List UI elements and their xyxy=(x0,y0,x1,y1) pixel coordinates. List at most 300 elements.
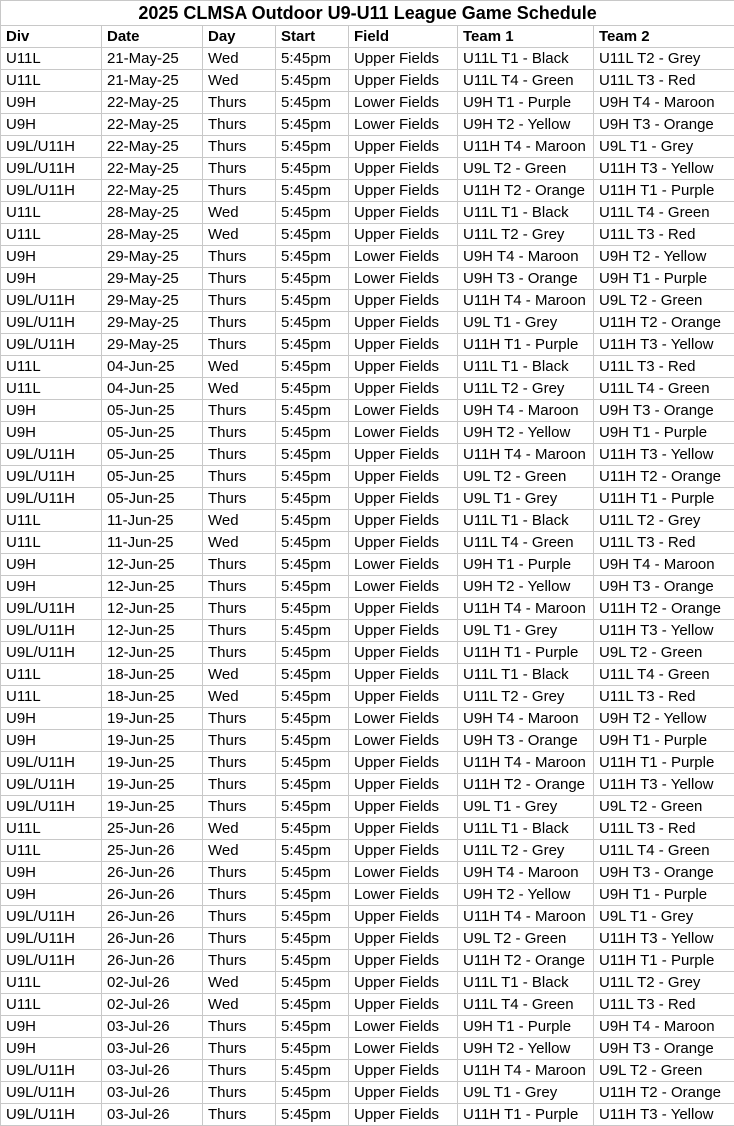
team1-cell[interactable]: U9H T3 - Orange xyxy=(458,730,594,752)
div-cell[interactable]: U9H xyxy=(1,400,102,422)
date-cell[interactable]: 28-May-25 xyxy=(102,224,203,246)
div-cell[interactable]: U9L/U11H xyxy=(1,488,102,510)
start-cell[interactable]: 5:45pm xyxy=(276,686,349,708)
div-cell[interactable]: U9H xyxy=(1,554,102,576)
field-cell[interactable]: Upper Fields xyxy=(349,752,458,774)
day-cell[interactable]: Thurs xyxy=(203,752,276,774)
start-cell[interactable]: 5:45pm xyxy=(276,1016,349,1038)
div-cell[interactable]: U11L xyxy=(1,356,102,378)
div-cell[interactable]: U9H xyxy=(1,862,102,884)
team2-cell[interactable]: U9H T1 - Purple xyxy=(594,422,734,444)
date-cell[interactable]: 22-May-25 xyxy=(102,158,203,180)
date-cell[interactable]: 03-Jul-26 xyxy=(102,1060,203,1082)
date-cell[interactable]: 03-Jul-26 xyxy=(102,1038,203,1060)
field-cell[interactable]: Upper Fields xyxy=(349,1104,458,1126)
field-cell[interactable]: Lower Fields xyxy=(349,862,458,884)
team2-cell[interactable]: U9H T4 - Maroon xyxy=(594,554,734,576)
team1-cell[interactable]: U11L T1 - Black xyxy=(458,48,594,70)
day-cell[interactable]: Thurs xyxy=(203,136,276,158)
start-cell[interactable]: 5:45pm xyxy=(276,488,349,510)
field-cell[interactable]: Upper Fields xyxy=(349,598,458,620)
div-cell[interactable]: U9L/U11H xyxy=(1,906,102,928)
header-cell-date[interactable]: Date xyxy=(102,26,203,48)
day-cell[interactable]: Thurs xyxy=(203,422,276,444)
div-cell[interactable]: U9H xyxy=(1,708,102,730)
team1-cell[interactable]: U9H T1 - Purple xyxy=(458,1016,594,1038)
team1-cell[interactable]: U9L T1 - Grey xyxy=(458,488,594,510)
day-cell[interactable]: Thurs xyxy=(203,114,276,136)
team2-cell[interactable]: U11L T4 - Green xyxy=(594,378,734,400)
field-cell[interactable]: Upper Fields xyxy=(349,1082,458,1104)
field-cell[interactable]: Upper Fields xyxy=(349,136,458,158)
field-cell[interactable]: Upper Fields xyxy=(349,70,458,92)
start-cell[interactable]: 5:45pm xyxy=(276,1060,349,1082)
date-cell[interactable]: 29-May-25 xyxy=(102,334,203,356)
div-cell[interactable]: U9H xyxy=(1,422,102,444)
team2-cell[interactable]: U11L T3 - Red xyxy=(594,224,734,246)
date-cell[interactable]: 19-Jun-25 xyxy=(102,752,203,774)
day-cell[interactable]: Thurs xyxy=(203,290,276,312)
header-cell-div[interactable]: Div xyxy=(1,26,102,48)
team2-cell[interactable]: U11H T1 - Purple xyxy=(594,180,734,202)
start-cell[interactable]: 5:45pm xyxy=(276,422,349,444)
start-cell[interactable]: 5:45pm xyxy=(276,598,349,620)
team2-cell[interactable]: U11H T1 - Purple xyxy=(594,488,734,510)
team2-cell[interactable]: U11H T3 - Yellow xyxy=(594,444,734,466)
day-cell[interactable]: Wed xyxy=(203,664,276,686)
header-cell-day[interactable]: Day xyxy=(203,26,276,48)
field-cell[interactable]: Upper Fields xyxy=(349,972,458,994)
date-cell[interactable]: 29-May-25 xyxy=(102,246,203,268)
day-cell[interactable]: Thurs xyxy=(203,1016,276,1038)
header-cell-team1[interactable]: Team 1 xyxy=(458,26,594,48)
team1-cell[interactable]: U9L T1 - Grey xyxy=(458,312,594,334)
div-cell[interactable]: U9L/U11H xyxy=(1,444,102,466)
day-cell[interactable]: Thurs xyxy=(203,1038,276,1060)
day-cell[interactable]: Thurs xyxy=(203,796,276,818)
div-cell[interactable]: U11L xyxy=(1,510,102,532)
start-cell[interactable]: 5:45pm xyxy=(276,466,349,488)
start-cell[interactable]: 5:45pm xyxy=(276,884,349,906)
div-cell[interactable]: U11L xyxy=(1,840,102,862)
team1-cell[interactable]: U9H T2 - Yellow xyxy=(458,114,594,136)
start-cell[interactable]: 5:45pm xyxy=(276,796,349,818)
div-cell[interactable]: U11L xyxy=(1,48,102,70)
field-cell[interactable]: Lower Fields xyxy=(349,92,458,114)
div-cell[interactable]: U11L xyxy=(1,818,102,840)
date-cell[interactable]: 19-Jun-25 xyxy=(102,796,203,818)
div-cell[interactable]: U11L xyxy=(1,224,102,246)
start-cell[interactable]: 5:45pm xyxy=(276,708,349,730)
team2-cell[interactable]: U9H T2 - Yellow xyxy=(594,708,734,730)
team1-cell[interactable]: U9H T2 - Yellow xyxy=(458,422,594,444)
start-cell[interactable]: 5:45pm xyxy=(276,400,349,422)
date-cell[interactable]: 11-Jun-25 xyxy=(102,532,203,554)
day-cell[interactable]: Wed xyxy=(203,356,276,378)
start-cell[interactable]: 5:45pm xyxy=(276,620,349,642)
day-cell[interactable]: Thurs xyxy=(203,620,276,642)
div-cell[interactable]: U9L/U11H xyxy=(1,334,102,356)
field-cell[interactable]: Upper Fields xyxy=(349,224,458,246)
start-cell[interactable]: 5:45pm xyxy=(276,246,349,268)
start-cell[interactable]: 5:45pm xyxy=(276,510,349,532)
team2-cell[interactable]: U11L T4 - Green xyxy=(594,202,734,224)
field-cell[interactable]: Lower Fields xyxy=(349,730,458,752)
date-cell[interactable]: 03-Jul-26 xyxy=(102,1082,203,1104)
date-cell[interactable]: 02-Jul-26 xyxy=(102,994,203,1016)
team1-cell[interactable]: U9H T1 - Purple xyxy=(458,554,594,576)
day-cell[interactable]: Wed xyxy=(203,48,276,70)
team2-cell[interactable]: U11L T2 - Grey xyxy=(594,510,734,532)
team2-cell[interactable]: U11H T2 - Orange xyxy=(594,466,734,488)
day-cell[interactable]: Thurs xyxy=(203,1060,276,1082)
div-cell[interactable]: U9L/U11H xyxy=(1,466,102,488)
day-cell[interactable]: Thurs xyxy=(203,774,276,796)
team2-cell[interactable]: U11L T3 - Red xyxy=(594,686,734,708)
day-cell[interactable]: Thurs xyxy=(203,598,276,620)
start-cell[interactable]: 5:45pm xyxy=(276,334,349,356)
div-cell[interactable]: U9H xyxy=(1,730,102,752)
day-cell[interactable]: Thurs xyxy=(203,906,276,928)
date-cell[interactable]: 05-Jun-25 xyxy=(102,488,203,510)
start-cell[interactable]: 5:45pm xyxy=(276,774,349,796)
field-cell[interactable]: Lower Fields xyxy=(349,554,458,576)
team1-cell[interactable]: U11H T2 - Orange xyxy=(458,180,594,202)
field-cell[interactable]: Upper Fields xyxy=(349,202,458,224)
start-cell[interactable]: 5:45pm xyxy=(276,664,349,686)
div-cell[interactable]: U9H xyxy=(1,114,102,136)
team2-cell[interactable]: U11L T4 - Green xyxy=(594,664,734,686)
team1-cell[interactable]: U11H T1 - Purple xyxy=(458,334,594,356)
field-cell[interactable]: Lower Fields xyxy=(349,400,458,422)
team1-cell[interactable]: U11L T1 - Black xyxy=(458,510,594,532)
day-cell[interactable]: Thurs xyxy=(203,158,276,180)
date-cell[interactable]: 04-Jun-25 xyxy=(102,356,203,378)
date-cell[interactable]: 28-May-25 xyxy=(102,202,203,224)
day-cell[interactable]: Wed xyxy=(203,70,276,92)
day-cell[interactable]: Thurs xyxy=(203,708,276,730)
day-cell[interactable]: Thurs xyxy=(203,950,276,972)
date-cell[interactable]: 21-May-25 xyxy=(102,70,203,92)
day-cell[interactable]: Thurs xyxy=(203,1104,276,1126)
team2-cell[interactable]: U11L T3 - Red xyxy=(594,356,734,378)
field-cell[interactable]: Upper Fields xyxy=(349,356,458,378)
day-cell[interactable]: Thurs xyxy=(203,1082,276,1104)
div-cell[interactable]: U9L/U11H xyxy=(1,136,102,158)
day-cell[interactable]: Wed xyxy=(203,532,276,554)
field-cell[interactable]: Upper Fields xyxy=(349,818,458,840)
team2-cell[interactable]: U11L T2 - Grey xyxy=(594,972,734,994)
date-cell[interactable]: 11-Jun-25 xyxy=(102,510,203,532)
date-cell[interactable]: 05-Jun-25 xyxy=(102,444,203,466)
team2-cell[interactable]: U11L T4 - Green xyxy=(594,840,734,862)
date-cell[interactable]: 26-Jun-26 xyxy=(102,862,203,884)
day-cell[interactable]: Thurs xyxy=(203,444,276,466)
start-cell[interactable]: 5:45pm xyxy=(276,114,349,136)
day-cell[interactable]: Wed xyxy=(203,224,276,246)
team2-cell[interactable]: U11H T3 - Yellow xyxy=(594,334,734,356)
team2-cell[interactable]: U11H T2 - Orange xyxy=(594,598,734,620)
team2-cell[interactable]: U11L T3 - Red xyxy=(594,818,734,840)
day-cell[interactable]: Wed xyxy=(203,202,276,224)
header-cell-team2[interactable]: Team 2 xyxy=(594,26,734,48)
date-cell[interactable]: 04-Jun-25 xyxy=(102,378,203,400)
day-cell[interactable]: Thurs xyxy=(203,268,276,290)
team1-cell[interactable]: U11H T2 - Orange xyxy=(458,950,594,972)
team2-cell[interactable]: U9L T2 - Green xyxy=(594,1060,734,1082)
field-cell[interactable]: Lower Fields xyxy=(349,246,458,268)
team2-cell[interactable]: U9L T2 - Green xyxy=(594,642,734,664)
team1-cell[interactable]: U11L T2 - Grey xyxy=(458,686,594,708)
team2-cell[interactable]: U11H T3 - Yellow xyxy=(594,928,734,950)
div-cell[interactable]: U9H xyxy=(1,92,102,114)
field-cell[interactable]: Upper Fields xyxy=(349,312,458,334)
div-cell[interactable]: U9L/U11H xyxy=(1,158,102,180)
field-cell[interactable]: Lower Fields xyxy=(349,1016,458,1038)
div-cell[interactable]: U9L/U11H xyxy=(1,1060,102,1082)
day-cell[interactable]: Wed xyxy=(203,818,276,840)
date-cell[interactable]: 29-May-25 xyxy=(102,268,203,290)
team1-cell[interactable]: U11H T4 - Maroon xyxy=(458,752,594,774)
date-cell[interactable]: 19-Jun-25 xyxy=(102,708,203,730)
div-cell[interactable]: U9L/U11H xyxy=(1,774,102,796)
start-cell[interactable]: 5:45pm xyxy=(276,554,349,576)
start-cell[interactable]: 5:45pm xyxy=(276,224,349,246)
field-cell[interactable]: Upper Fields xyxy=(349,774,458,796)
date-cell[interactable]: 18-Jun-25 xyxy=(102,686,203,708)
date-cell[interactable]: 26-Jun-26 xyxy=(102,928,203,950)
div-cell[interactable]: U9H xyxy=(1,1038,102,1060)
team1-cell[interactable]: U11L T4 - Green xyxy=(458,532,594,554)
team1-cell[interactable]: U11L T2 - Grey xyxy=(458,224,594,246)
team2-cell[interactable]: U11H T2 - Orange xyxy=(594,312,734,334)
start-cell[interactable]: 5:45pm xyxy=(276,1082,349,1104)
day-cell[interactable]: Wed xyxy=(203,840,276,862)
div-cell[interactable]: U11L xyxy=(1,664,102,686)
start-cell[interactable]: 5:45pm xyxy=(276,1038,349,1060)
field-cell[interactable]: Upper Fields xyxy=(349,180,458,202)
start-cell[interactable]: 5:45pm xyxy=(276,840,349,862)
field-cell[interactable]: Lower Fields xyxy=(349,1038,458,1060)
team1-cell[interactable]: U9L T1 - Grey xyxy=(458,796,594,818)
field-cell[interactable]: Upper Fields xyxy=(349,686,458,708)
team2-cell[interactable]: U9H T3 - Orange xyxy=(594,114,734,136)
date-cell[interactable]: 12-Jun-25 xyxy=(102,598,203,620)
team2-cell[interactable]: U11L T3 - Red xyxy=(594,532,734,554)
div-cell[interactable]: U9L/U11H xyxy=(1,1104,102,1126)
team2-cell[interactable]: U9L T2 - Green xyxy=(594,290,734,312)
field-cell[interactable]: Lower Fields xyxy=(349,576,458,598)
field-cell[interactable]: Lower Fields xyxy=(349,114,458,136)
team2-cell[interactable]: U9H T1 - Purple xyxy=(594,884,734,906)
team2-cell[interactable]: U9H T1 - Purple xyxy=(594,268,734,290)
start-cell[interactable]: 5:45pm xyxy=(276,818,349,840)
field-cell[interactable]: Lower Fields xyxy=(349,708,458,730)
date-cell[interactable]: 22-May-25 xyxy=(102,114,203,136)
team1-cell[interactable]: U11L T1 - Black xyxy=(458,202,594,224)
div-cell[interactable]: U9L/U11H xyxy=(1,1082,102,1104)
start-cell[interactable]: 5:45pm xyxy=(276,994,349,1016)
date-cell[interactable]: 22-May-25 xyxy=(102,136,203,158)
day-cell[interactable]: Wed xyxy=(203,510,276,532)
div-cell[interactable]: U9L/U11H xyxy=(1,950,102,972)
field-cell[interactable]: Upper Fields xyxy=(349,510,458,532)
day-cell[interactable]: Thurs xyxy=(203,246,276,268)
team1-cell[interactable]: U9H T4 - Maroon xyxy=(458,246,594,268)
team1-cell[interactable]: U11H T2 - Orange xyxy=(458,774,594,796)
div-cell[interactable]: U11L xyxy=(1,378,102,400)
team1-cell[interactable]: U11H T1 - Purple xyxy=(458,1104,594,1126)
date-cell[interactable]: 12-Jun-25 xyxy=(102,554,203,576)
start-cell[interactable]: 5:45pm xyxy=(276,136,349,158)
day-cell[interactable]: Thurs xyxy=(203,642,276,664)
date-cell[interactable]: 18-Jun-25 xyxy=(102,664,203,686)
team1-cell[interactable]: U11L T2 - Grey xyxy=(458,840,594,862)
div-cell[interactable]: U9H xyxy=(1,576,102,598)
start-cell[interactable]: 5:45pm xyxy=(276,532,349,554)
start-cell[interactable]: 5:45pm xyxy=(276,312,349,334)
date-cell[interactable]: 05-Jun-25 xyxy=(102,422,203,444)
date-cell[interactable]: 21-May-25 xyxy=(102,48,203,70)
div-cell[interactable]: U9H xyxy=(1,884,102,906)
team2-cell[interactable]: U11H T3 - Yellow xyxy=(594,620,734,642)
field-cell[interactable]: Upper Fields xyxy=(349,664,458,686)
field-cell[interactable]: Upper Fields xyxy=(349,378,458,400)
start-cell[interactable]: 5:45pm xyxy=(276,92,349,114)
field-cell[interactable]: Upper Fields xyxy=(349,334,458,356)
date-cell[interactable]: 25-Jun-26 xyxy=(102,840,203,862)
div-cell[interactable]: U11L xyxy=(1,972,102,994)
day-cell[interactable]: Thurs xyxy=(203,400,276,422)
team1-cell[interactable]: U11H T4 - Maroon xyxy=(458,906,594,928)
field-cell[interactable]: Upper Fields xyxy=(349,444,458,466)
div-cell[interactable]: U11L xyxy=(1,994,102,1016)
day-cell[interactable]: Wed xyxy=(203,994,276,1016)
team1-cell[interactable]: U11H T4 - Maroon xyxy=(458,444,594,466)
day-cell[interactable]: Thurs xyxy=(203,488,276,510)
team2-cell[interactable]: U11L T2 - Grey xyxy=(594,48,734,70)
field-cell[interactable]: Lower Fields xyxy=(349,268,458,290)
team1-cell[interactable]: U9L T2 - Green xyxy=(458,466,594,488)
start-cell[interactable]: 5:45pm xyxy=(276,752,349,774)
start-cell[interactable]: 5:45pm xyxy=(276,928,349,950)
div-cell[interactable]: U9L/U11H xyxy=(1,598,102,620)
date-cell[interactable]: 12-Jun-25 xyxy=(102,642,203,664)
team1-cell[interactable]: U11L T1 - Black xyxy=(458,818,594,840)
team2-cell[interactable]: U9H T3 - Orange xyxy=(594,862,734,884)
field-cell[interactable]: Upper Fields xyxy=(349,950,458,972)
field-cell[interactable]: Upper Fields xyxy=(349,532,458,554)
field-cell[interactable]: Upper Fields xyxy=(349,466,458,488)
date-cell[interactable]: 26-Jun-26 xyxy=(102,906,203,928)
team2-cell[interactable]: U9L T1 - Grey xyxy=(594,136,734,158)
team1-cell[interactable]: U11L T4 - Green xyxy=(458,994,594,1016)
div-cell[interactable]: U9H xyxy=(1,1016,102,1038)
team2-cell[interactable]: U9H T1 - Purple xyxy=(594,730,734,752)
field-cell[interactable]: Upper Fields xyxy=(349,48,458,70)
start-cell[interactable]: 5:45pm xyxy=(276,576,349,598)
team1-cell[interactable]: U11H T4 - Maroon xyxy=(458,136,594,158)
div-cell[interactable]: U9L/U11H xyxy=(1,180,102,202)
start-cell[interactable]: 5:45pm xyxy=(276,202,349,224)
field-cell[interactable]: Lower Fields xyxy=(349,422,458,444)
date-cell[interactable]: 12-Jun-25 xyxy=(102,620,203,642)
start-cell[interactable]: 5:45pm xyxy=(276,158,349,180)
field-cell[interactable]: Upper Fields xyxy=(349,620,458,642)
field-cell[interactable]: Upper Fields xyxy=(349,840,458,862)
start-cell[interactable]: 5:45pm xyxy=(276,180,349,202)
div-cell[interactable]: U9L/U11H xyxy=(1,620,102,642)
div-cell[interactable]: U9L/U11H xyxy=(1,642,102,664)
sheet-title[interactable]: 2025 CLMSA Outdoor U9-U11 League Game Schedule xyxy=(1,1,734,26)
field-cell[interactable]: Upper Fields xyxy=(349,290,458,312)
team2-cell[interactable]: U11L T3 - Red xyxy=(594,70,734,92)
team2-cell[interactable]: U11H T2 - Orange xyxy=(594,1082,734,1104)
team2-cell[interactable]: U9H T2 - Yellow xyxy=(594,246,734,268)
day-cell[interactable]: Thurs xyxy=(203,884,276,906)
day-cell[interactable]: Wed xyxy=(203,378,276,400)
start-cell[interactable]: 5:45pm xyxy=(276,906,349,928)
field-cell[interactable]: Upper Fields xyxy=(349,1060,458,1082)
div-cell[interactable]: U11L xyxy=(1,70,102,92)
start-cell[interactable]: 5:45pm xyxy=(276,356,349,378)
team1-cell[interactable]: U9H T1 - Purple xyxy=(458,92,594,114)
team2-cell[interactable]: U11H T3 - Yellow xyxy=(594,158,734,180)
field-cell[interactable]: Upper Fields xyxy=(349,488,458,510)
team1-cell[interactable]: U11L T4 - Green xyxy=(458,70,594,92)
team1-cell[interactable]: U11H T4 - Maroon xyxy=(458,1060,594,1082)
div-cell[interactable]: U9L/U11H xyxy=(1,290,102,312)
div-cell[interactable]: U11L xyxy=(1,532,102,554)
team2-cell[interactable]: U11L T3 - Red xyxy=(594,994,734,1016)
field-cell[interactable]: Upper Fields xyxy=(349,158,458,180)
start-cell[interactable]: 5:45pm xyxy=(276,48,349,70)
div-cell[interactable]: U11L xyxy=(1,686,102,708)
team1-cell[interactable]: U9H T4 - Maroon xyxy=(458,400,594,422)
field-cell[interactable]: Upper Fields xyxy=(349,928,458,950)
team1-cell[interactable]: U9H T4 - Maroon xyxy=(458,708,594,730)
div-cell[interactable]: U9H xyxy=(1,246,102,268)
team1-cell[interactable]: U11L T2 - Grey xyxy=(458,378,594,400)
field-cell[interactable]: Upper Fields xyxy=(349,906,458,928)
team1-cell[interactable]: U9L T1 - Grey xyxy=(458,1082,594,1104)
team1-cell[interactable]: U9H T2 - Yellow xyxy=(458,1038,594,1060)
div-cell[interactable]: U9L/U11H xyxy=(1,796,102,818)
team1-cell[interactable]: U11L T1 - Black xyxy=(458,972,594,994)
date-cell[interactable]: 22-May-25 xyxy=(102,92,203,114)
team2-cell[interactable]: U9H T3 - Orange xyxy=(594,576,734,598)
field-cell[interactable]: Upper Fields xyxy=(349,994,458,1016)
day-cell[interactable]: Wed xyxy=(203,972,276,994)
team2-cell[interactable]: U9H T3 - Orange xyxy=(594,400,734,422)
team1-cell[interactable]: U9H T2 - Yellow xyxy=(458,884,594,906)
team1-cell[interactable]: U11L T1 - Black xyxy=(458,664,594,686)
date-cell[interactable]: 19-Jun-25 xyxy=(102,774,203,796)
field-cell[interactable]: Lower Fields xyxy=(349,884,458,906)
team2-cell[interactable]: U9H T4 - Maroon xyxy=(594,92,734,114)
team2-cell[interactable]: U9H T3 - Orange xyxy=(594,1038,734,1060)
start-cell[interactable]: 5:45pm xyxy=(276,70,349,92)
date-cell[interactable]: 29-May-25 xyxy=(102,290,203,312)
header-cell-field[interactable]: Field xyxy=(349,26,458,48)
team2-cell[interactable]: U9H T4 - Maroon xyxy=(594,1016,734,1038)
team1-cell[interactable]: U9L T2 - Green xyxy=(458,928,594,950)
day-cell[interactable]: Wed xyxy=(203,686,276,708)
date-cell[interactable]: 12-Jun-25 xyxy=(102,576,203,598)
div-cell[interactable]: U11L xyxy=(1,202,102,224)
team1-cell[interactable]: U11L T1 - Black xyxy=(458,356,594,378)
header-cell-start[interactable]: Start xyxy=(276,26,349,48)
